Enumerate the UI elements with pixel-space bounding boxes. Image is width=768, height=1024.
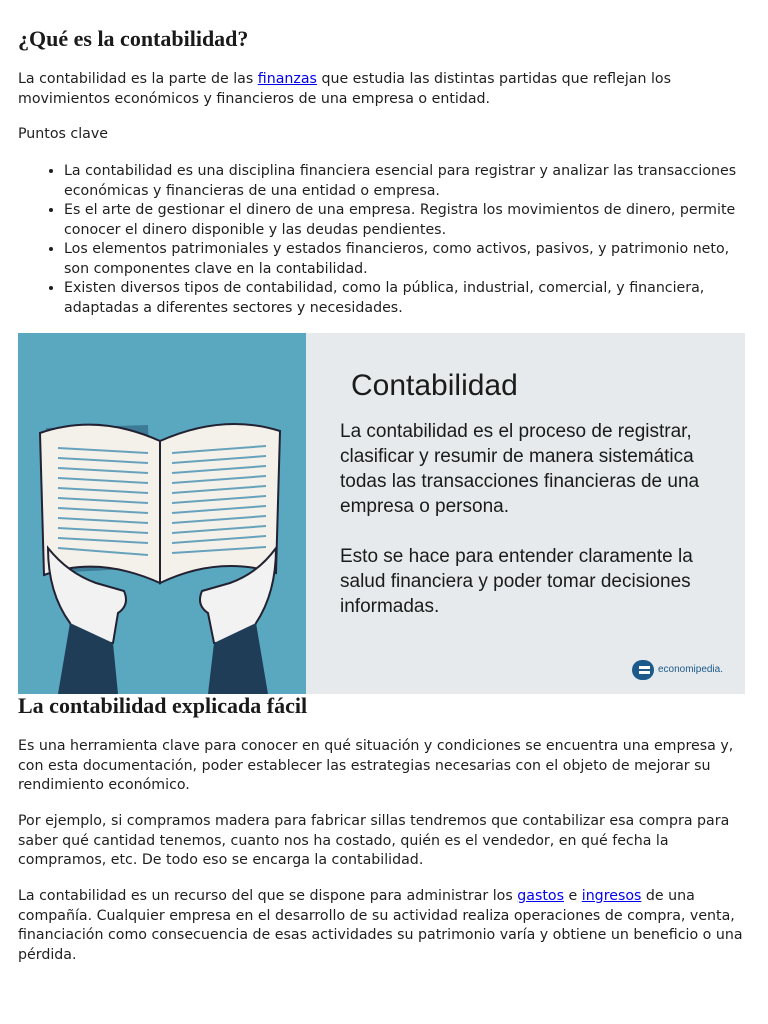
hero-illustration bbox=[18, 333, 306, 694]
key-points-label: Puntos clave bbox=[18, 126, 108, 142]
para3-text-middle: e bbox=[564, 888, 582, 904]
body-paragraph-2: Por ejemplo, si compramos madera para fabricar sillas tendremos que contabilizar esa compra para saber qué cantidad tenemos, cuanto nos ha costado, quién es el vendedor, en qué fecha la compramos, etc. De todo eso se encarga la contabilidad. bbox=[18, 813, 730, 868]
key-points-list bbox=[18, 162, 746, 318]
key-point-item: • Los elementos patrimoniales y estados financieros, como activos, pasivos, y patrimonio neto, son componentes clave en la contabilidad. bbox=[64, 240, 746, 279]
key-point-item: • La contabilidad es una disciplina financiera esencial para registrar y analizar las transacciones económicas y financieras de una entidad o empresa. bbox=[64, 162, 746, 201]
section-title: La contabilidad explicada fácil bbox=[18, 693, 308, 718]
hero-paragraph-2: Esto se hace para entender claramente la salud financiera y poder tomar decisiones informadas. bbox=[340, 546, 693, 617]
gastos-link[interactable]: gastos bbox=[517, 888, 564, 904]
intro-text-before: La contabilidad es la parte de las bbox=[18, 71, 258, 87]
finanzas-link[interactable]: finanzas bbox=[257, 71, 317, 87]
economipedia-icon bbox=[632, 660, 654, 680]
hero-image bbox=[18, 333, 745, 694]
body-paragraph-3 bbox=[18, 887, 746, 965]
hero-title: Contabilidad bbox=[351, 369, 518, 402]
hero-paragraph-1: La contabilidad es el proceso de registrar, clasificar y resumir de manera sistemática todas las transacciones financieras de una empresa o persona. bbox=[340, 421, 700, 517]
intro-text-after: que estudia las distintas partidas que reflejan los movimientos económicos y financieros de una empresa o entidad. bbox=[18, 71, 671, 107]
hero-text bbox=[340, 419, 730, 644]
body-paragraph-1: Es una herramienta clave para conocer en qué situación y condiciones se encuentra una empresa y, con esta documentación, poder establecer las estrategias necesarias con el objeto de mejorar su rendimiento económico. bbox=[18, 738, 734, 793]
key-point-item: • Existen diversos tipos de contabilidad, como la pública, industrial, comercial, y financiera, adaptadas a diferentes sectores y necesidades. bbox=[64, 279, 746, 318]
intro-paragraph bbox=[18, 70, 746, 109]
para3-text-before: La contabilidad es un recurso del que se dispone para administrar los bbox=[18, 888, 518, 904]
hero-text-panel bbox=[306, 333, 745, 694]
ingresos-link[interactable]: ingresos bbox=[581, 888, 642, 904]
para3-text-after: de una compañía. Cualquier empresa en el desarrollo de su actividad realiza operaciones de compra, venta, financiación como consecuencia de esas actividades su patrimonio varía y obtiene un beneficio o una pérdida. bbox=[18, 888, 743, 963]
book-hands-illustration bbox=[18, 333, 306, 694]
brand-name: economipedia. bbox=[657, 664, 723, 676]
economipedia-logo bbox=[632, 660, 723, 680]
key-point-item: • Es el arte de gestionar el dinero de una empresa. Registra los movimientos de dinero, permite conocer el dinero disponible y las deudas pendientes. bbox=[64, 201, 746, 240]
article-title: ¿Qué es la contabilidad? bbox=[18, 26, 249, 51]
